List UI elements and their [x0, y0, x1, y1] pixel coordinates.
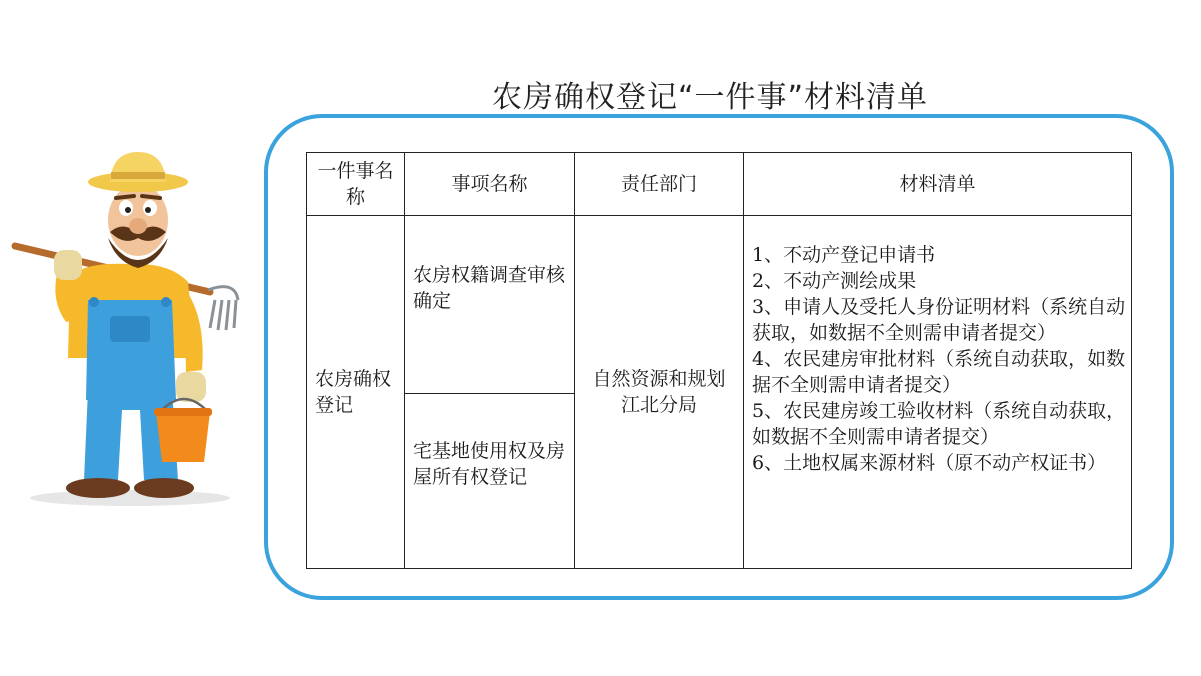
- table-header-row: [307, 153, 1132, 216]
- materials-cell: [744, 216, 1132, 569]
- page-title: 农房确权登记“一件事”材料清单: [491, 80, 929, 115]
- material-item: 2、不动产测绘成果: [752, 270, 917, 292]
- header-item-name: 事项名称: [405, 153, 575, 216]
- department-cell: 自然资源和规划江北分局: [575, 216, 744, 569]
- item-name-cell: 农房权籍调查审核确定: [405, 216, 575, 394]
- item-name-cell: 宅基地使用权及房屋所有权登记: [405, 394, 575, 569]
- material-item: 5、农民建房竣工验收材料（系统自动获取，如数据不全则需申请者提交）: [752, 400, 1126, 448]
- material-item: 6、土地权属来源材料（原不动产权证书）: [752, 452, 1107, 474]
- materials-table: [306, 152, 1132, 569]
- material-item: 1、不动产登记申请书: [752, 244, 936, 266]
- header-department: 责任部门: [575, 153, 744, 216]
- material-item: 4、农民建房审批材料（系统自动获取，如数据不全则需申请者提交）: [752, 348, 1126, 396]
- event-name-cell: 农房确权登记: [307, 216, 405, 569]
- table-row: [307, 216, 1132, 394]
- header-materials: 材料清单: [744, 153, 1132, 216]
- farmer-illustration: [10, 150, 250, 510]
- material-item: 3、申请人及受托人身份证明材料（系统自动获取，如数据不全则需申请者提交）: [752, 296, 1126, 344]
- header-event-name: 一件事名称: [307, 153, 405, 216]
